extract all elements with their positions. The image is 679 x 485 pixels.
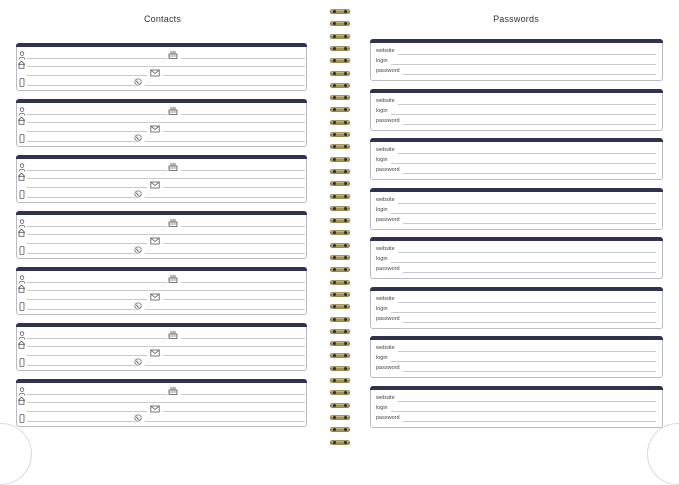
phone-field[interactable] <box>145 85 305 86</box>
contact-card <box>16 323 307 371</box>
phone-field[interactable] <box>145 253 305 254</box>
login-label: login <box>376 355 388 361</box>
website-label: website <box>376 48 395 54</box>
login-field[interactable] <box>391 411 656 412</box>
password-label: password <box>376 68 400 74</box>
login-field[interactable] <box>391 361 656 362</box>
mobile-field[interactable] <box>27 85 135 86</box>
email-field[interactable] <box>163 299 305 300</box>
password-card <box>370 386 663 428</box>
password-row <box>376 118 656 126</box>
website-field[interactable] <box>398 351 656 352</box>
phone-icon <box>133 246 142 255</box>
spiral-coil <box>330 328 350 335</box>
spiral-coil <box>330 82 350 89</box>
card-header-bar <box>16 379 307 383</box>
home-icon <box>17 60 26 69</box>
password-card <box>370 39 663 81</box>
password-field[interactable] <box>403 272 656 273</box>
password-row <box>376 167 656 175</box>
contact-card <box>16 267 307 315</box>
password-label: password <box>376 266 400 272</box>
website-field[interactable] <box>398 104 656 105</box>
address-line2-field[interactable] <box>27 187 147 188</box>
mail-icon <box>150 125 159 134</box>
email-field[interactable] <box>163 243 305 244</box>
spiral-coil <box>330 414 350 421</box>
address-line2-field[interactable] <box>27 299 147 300</box>
spiral-coil <box>330 291 350 298</box>
home-icon <box>17 172 26 181</box>
contact-card <box>16 99 307 147</box>
person-icon <box>17 219 26 228</box>
password-row <box>376 316 656 324</box>
cake-icon <box>168 330 177 339</box>
password-label: password <box>376 365 400 371</box>
address-line2-field[interactable] <box>27 243 147 244</box>
password-field[interactable] <box>403 322 656 323</box>
person-icon <box>17 107 26 116</box>
login-label: login <box>376 305 388 312</box>
spiral-coil <box>330 106 350 113</box>
spiral-coil <box>330 340 350 347</box>
spiral-coil <box>330 168 350 175</box>
contact-card <box>16 379 307 427</box>
login-field[interactable] <box>391 64 656 65</box>
spiral-coil <box>330 316 350 323</box>
mobile-icon <box>17 78 26 87</box>
name-field[interactable] <box>27 394 167 395</box>
phone-field[interactable] <box>145 197 305 198</box>
password-card <box>370 89 663 131</box>
contact-card <box>16 43 307 91</box>
login-label: login <box>376 157 388 163</box>
login-field[interactable] <box>391 114 656 115</box>
spiral-coil <box>330 229 350 236</box>
spiral-coil <box>330 180 350 187</box>
mobile-icon <box>17 302 26 311</box>
address-field[interactable] <box>27 346 305 347</box>
website-label: website <box>376 147 395 153</box>
address-field[interactable] <box>27 122 305 123</box>
login-label: login <box>376 107 388 114</box>
card-header-bar <box>370 386 663 390</box>
password-card <box>370 336 663 378</box>
email-field[interactable] <box>163 355 305 356</box>
mobile-icon <box>17 358 26 367</box>
birthday-field[interactable] <box>181 58 305 59</box>
website-row <box>376 98 656 106</box>
home-icon <box>17 340 26 349</box>
spiral-coil <box>330 242 350 249</box>
login-field[interactable] <box>391 312 656 313</box>
spiral-coil <box>330 439 350 446</box>
address-line2-field[interactable] <box>27 75 147 76</box>
mail-icon <box>150 237 159 246</box>
website-field[interactable] <box>398 302 656 303</box>
home-icon <box>17 116 26 125</box>
spiral-coil <box>330 303 350 310</box>
spiral-coil <box>330 377 350 384</box>
person-icon <box>17 275 26 284</box>
address-field[interactable] <box>27 66 305 67</box>
login-row <box>376 108 656 116</box>
card-header-bar <box>16 43 307 47</box>
phone-icon <box>133 302 142 311</box>
mail-icon <box>150 349 159 358</box>
phone-icon <box>133 358 142 367</box>
phone-icon <box>133 78 142 87</box>
card-header-bar <box>370 237 663 241</box>
website-row <box>376 296 656 304</box>
website-label: website <box>376 97 395 104</box>
password-label: password <box>376 117 400 124</box>
spiral-coil <box>330 57 350 64</box>
spiral-coil <box>330 8 350 15</box>
address-line2-field[interactable] <box>27 131 147 132</box>
website-label: website <box>376 394 395 401</box>
login-row <box>376 405 656 413</box>
website-row <box>376 48 656 56</box>
website-row <box>376 395 656 403</box>
spiral-coil <box>330 45 350 52</box>
website-field[interactable] <box>398 252 656 253</box>
card-header-bar <box>370 138 663 142</box>
spiral-coil <box>330 143 350 150</box>
name-field[interactable] <box>27 282 167 283</box>
card-header-bar <box>370 89 663 93</box>
person-icon <box>17 331 26 340</box>
website-row <box>376 345 656 353</box>
login-row <box>376 157 656 165</box>
password-label: password <box>376 315 400 322</box>
password-row <box>376 365 656 373</box>
address-field[interactable] <box>27 290 305 291</box>
mobile-field[interactable] <box>27 365 135 366</box>
password-field[interactable] <box>403 223 656 224</box>
password-row <box>376 266 656 274</box>
website-label: website <box>376 345 395 351</box>
password-card <box>370 188 663 230</box>
spiral-coil <box>330 365 350 372</box>
website-label: website <box>376 295 395 302</box>
password-card <box>370 138 663 180</box>
password-card <box>370 237 663 279</box>
home-icon <box>17 396 26 405</box>
website-field[interactable] <box>398 203 656 204</box>
email-field[interactable] <box>163 75 305 76</box>
card-header-bar <box>16 323 307 327</box>
mail-icon <box>150 69 159 78</box>
card-header-bar <box>16 211 307 215</box>
mail-icon <box>150 293 159 302</box>
card-header-bar <box>370 39 663 43</box>
spiral-coil <box>330 205 350 212</box>
login-field[interactable] <box>391 213 656 214</box>
address-field[interactable] <box>27 402 305 403</box>
password-label: password <box>376 216 400 223</box>
spiral-coil <box>330 352 350 359</box>
spiral-coil <box>330 70 350 77</box>
birthday-field[interactable] <box>181 394 305 395</box>
website-label: website <box>376 196 395 203</box>
spiral-coil <box>330 94 350 101</box>
person-icon <box>17 163 26 172</box>
cake-icon <box>168 386 177 395</box>
cake-icon <box>168 218 177 227</box>
address-line2-field[interactable] <box>27 411 147 412</box>
phone-field[interactable] <box>145 309 305 310</box>
spiral-coil <box>330 426 350 433</box>
login-label: login <box>376 206 388 213</box>
card-header-bar <box>370 336 663 340</box>
password-row <box>376 68 656 76</box>
phone-icon <box>133 134 142 143</box>
phone-icon <box>133 190 142 199</box>
mobile-icon <box>17 246 26 255</box>
email-field[interactable] <box>163 411 305 412</box>
login-row <box>376 306 656 314</box>
cake-icon <box>168 106 177 115</box>
website-field[interactable] <box>398 153 656 154</box>
login-label: login <box>376 58 388 64</box>
login-row <box>376 58 656 66</box>
spiral-coil <box>330 33 350 40</box>
spiral-coil <box>330 217 350 224</box>
spiral-coil <box>330 389 350 396</box>
cake-icon <box>168 162 177 171</box>
passwords-title: Passwords <box>493 14 539 24</box>
phone-field[interactable] <box>145 421 305 422</box>
birthday-field[interactable] <box>181 282 305 283</box>
home-icon <box>17 228 26 237</box>
birthday-field[interactable] <box>181 170 305 171</box>
contacts-title: Contacts <box>143 14 182 24</box>
spiral-coil <box>330 254 350 261</box>
spiral-coil <box>330 156 350 163</box>
website-field[interactable] <box>398 54 656 55</box>
person-icon <box>17 387 26 396</box>
password-field[interactable] <box>403 124 656 125</box>
login-field[interactable] <box>391 163 656 164</box>
name-field[interactable] <box>27 226 167 227</box>
phone-field[interactable] <box>145 141 305 142</box>
phone-icon <box>133 414 142 423</box>
login-label: login <box>376 256 388 262</box>
name-field[interactable] <box>27 58 167 59</box>
address-field[interactable] <box>27 178 305 179</box>
website-label: website <box>376 246 395 252</box>
website-field[interactable] <box>398 401 656 402</box>
login-row <box>376 207 656 215</box>
mobile-icon <box>17 190 26 199</box>
spiral-coil <box>330 20 350 27</box>
contact-card <box>16 155 307 203</box>
mobile-icon <box>17 414 26 423</box>
home-icon <box>17 284 26 293</box>
password-row <box>376 217 656 225</box>
birthday-field[interactable] <box>181 226 305 227</box>
spiral-binding <box>328 0 352 445</box>
address-line2-field[interactable] <box>27 355 147 356</box>
mobile-icon <box>17 134 26 143</box>
spiral-coil <box>330 279 350 286</box>
login-row <box>376 355 656 363</box>
mobile-field[interactable] <box>27 421 135 422</box>
password-field[interactable] <box>403 371 656 372</box>
website-row <box>376 246 656 254</box>
birthday-field[interactable] <box>181 114 305 115</box>
email-field[interactable] <box>163 187 305 188</box>
password-field[interactable] <box>403 421 656 422</box>
cake-icon <box>168 50 177 59</box>
name-field[interactable] <box>27 114 167 115</box>
password-row <box>376 415 656 423</box>
contact-card <box>16 211 307 259</box>
spiral-coil <box>330 119 350 126</box>
card-header-bar <box>16 99 307 103</box>
website-row <box>376 197 656 205</box>
mobile-field[interactable] <box>27 253 135 254</box>
mail-icon <box>150 405 159 414</box>
password-label: password <box>376 414 400 421</box>
spiral-coil <box>330 402 350 409</box>
card-header-bar <box>370 188 663 192</box>
address-field[interactable] <box>27 234 305 235</box>
birthday-field[interactable] <box>181 338 305 339</box>
mobile-field[interactable] <box>27 309 135 310</box>
card-header-bar <box>370 287 663 291</box>
website-row <box>376 147 656 155</box>
password-label: password <box>376 167 400 173</box>
mobile-field[interactable] <box>27 197 135 198</box>
card-header-bar <box>16 267 307 271</box>
phone-field[interactable] <box>145 365 305 366</box>
spiral-coil <box>330 193 350 200</box>
password-field[interactable] <box>403 173 656 174</box>
email-field[interactable] <box>163 131 305 132</box>
login-label: login <box>376 404 388 411</box>
name-field[interactable] <box>27 170 167 171</box>
person-icon <box>17 51 26 60</box>
login-field[interactable] <box>391 262 656 263</box>
spiral-coil <box>330 266 350 273</box>
password-field[interactable] <box>403 74 656 75</box>
login-row <box>376 256 656 264</box>
cake-icon <box>168 274 177 283</box>
mail-icon <box>150 181 159 190</box>
card-header-bar <box>16 155 307 159</box>
mobile-field[interactable] <box>27 141 135 142</box>
spiral-coil <box>330 131 350 138</box>
password-card <box>370 287 663 329</box>
name-field[interactable] <box>27 338 167 339</box>
